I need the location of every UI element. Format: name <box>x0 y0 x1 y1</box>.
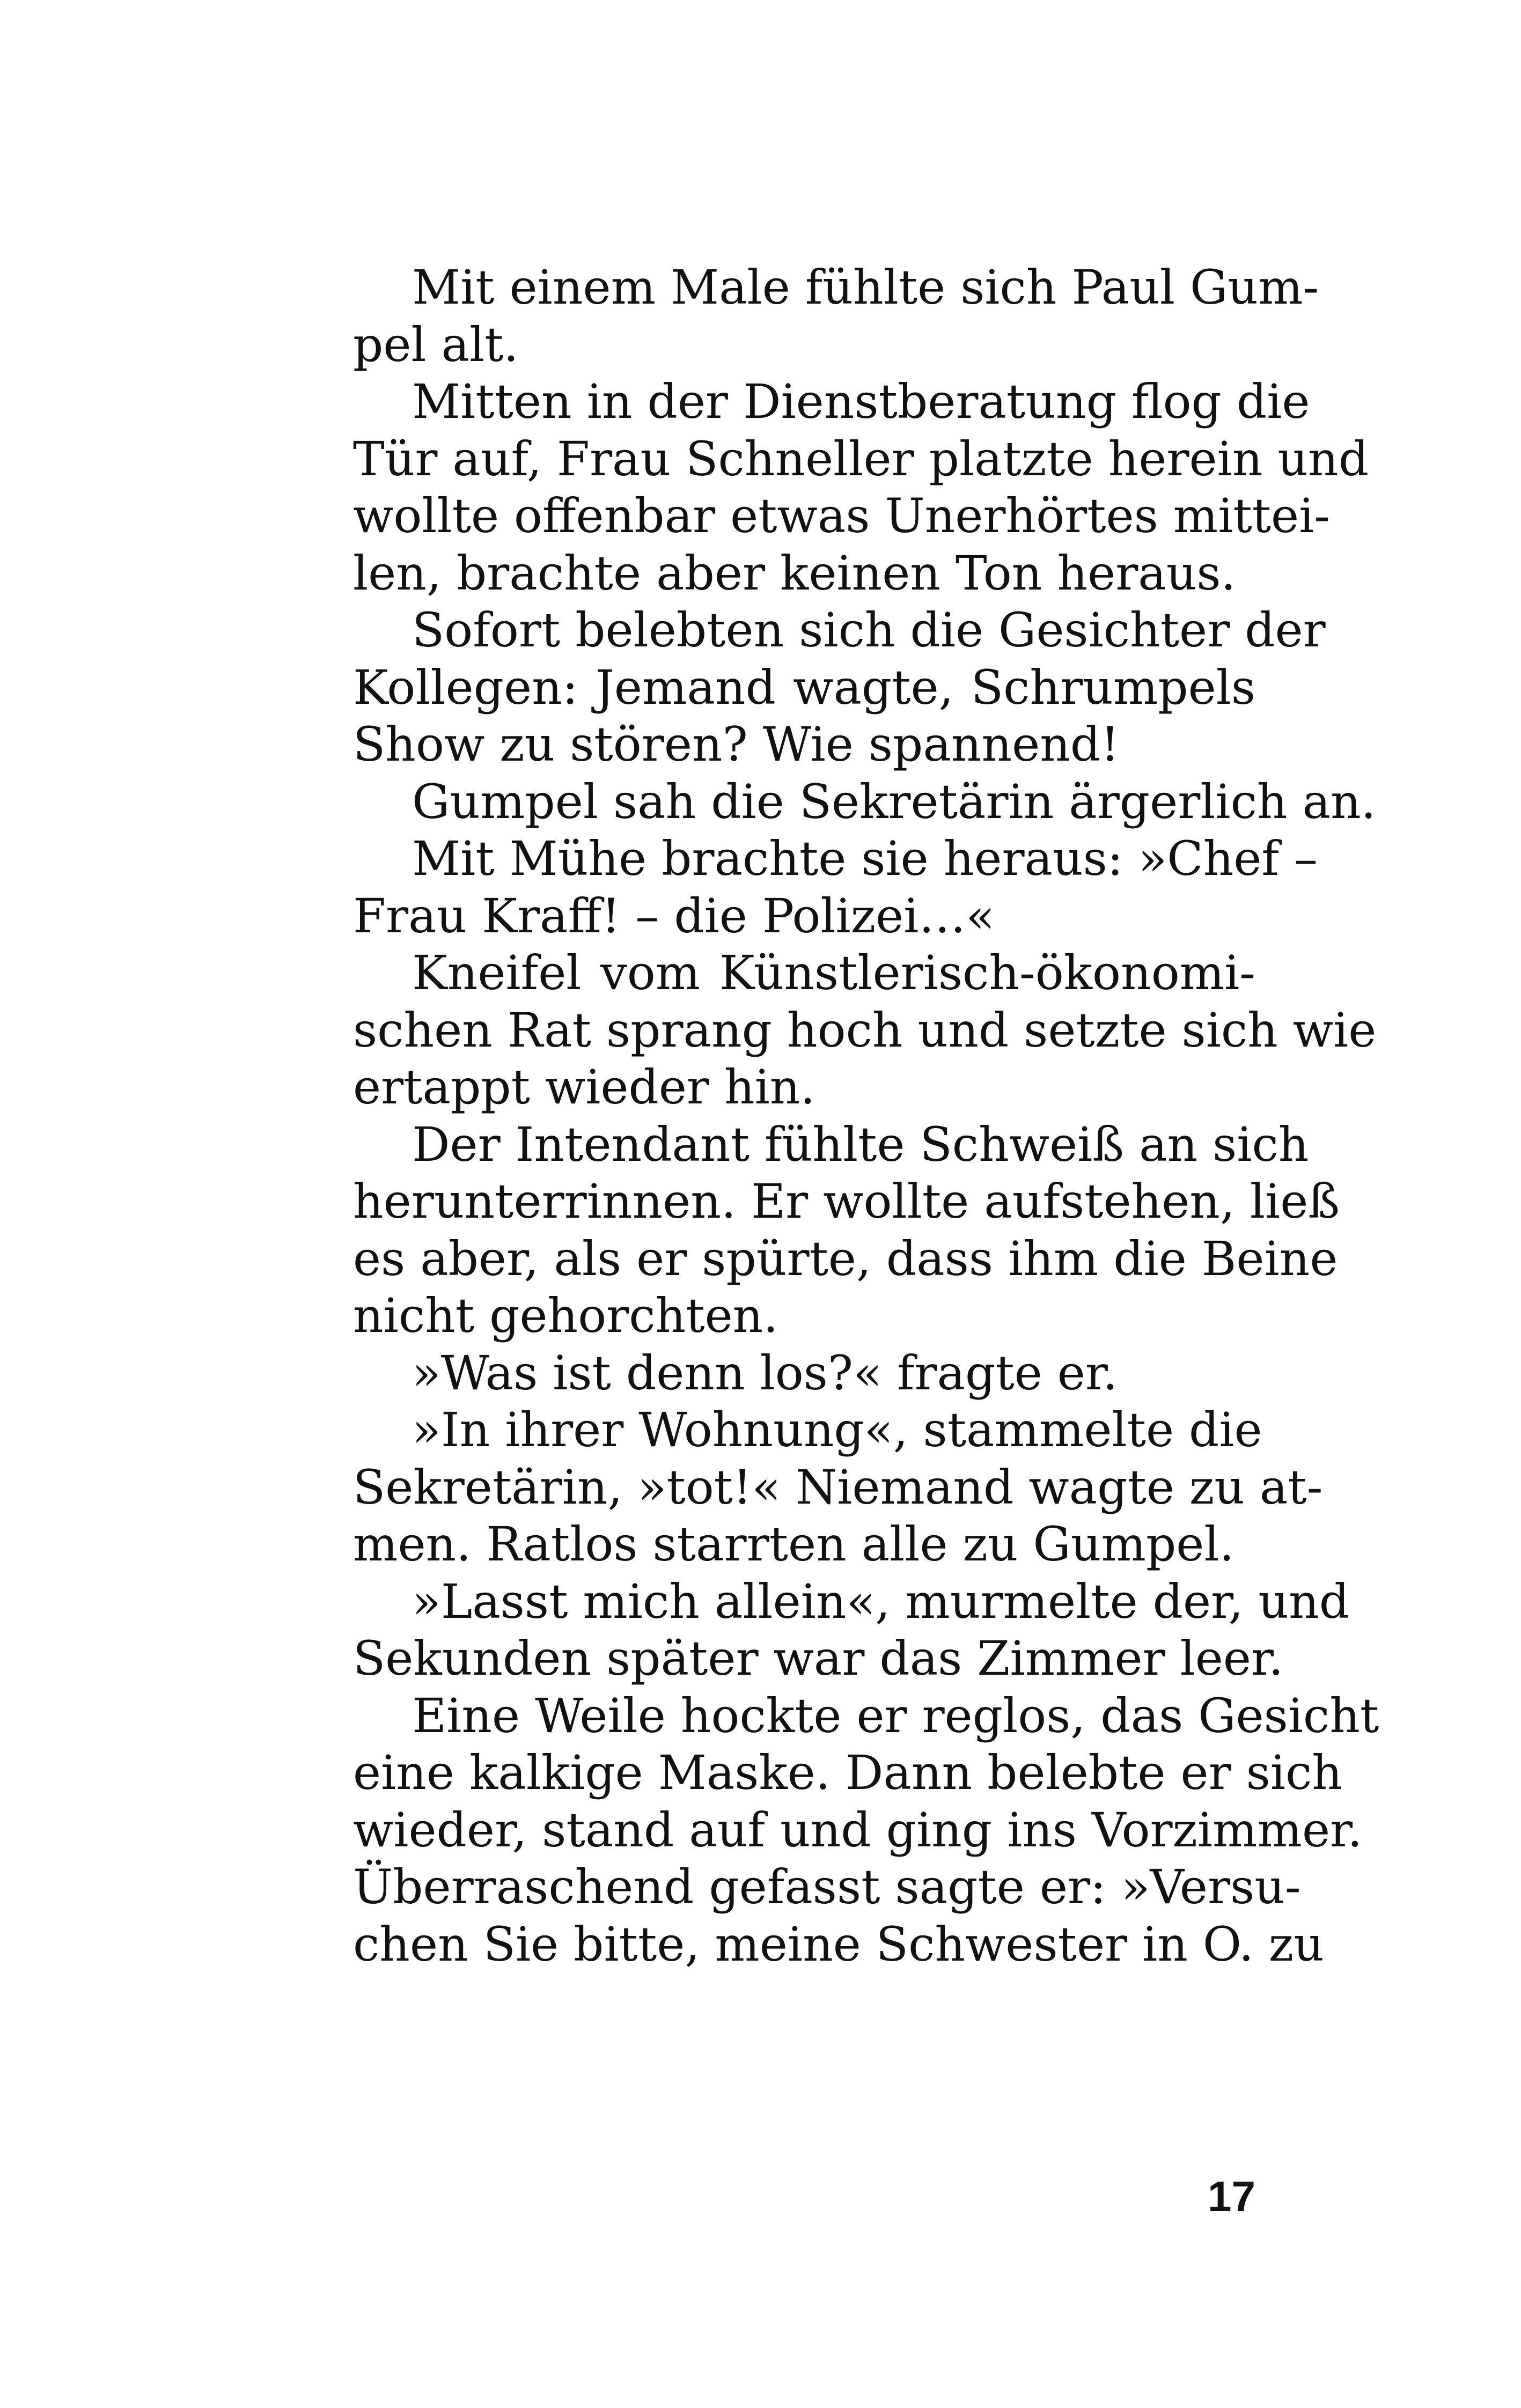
text-line: Überraschend gefasst sagte er: »Versu- <box>353 1859 1301 1914</box>
text-line: ertappt wieder hin. <box>353 1059 815 1115</box>
text-line: Sekretärin, »tot!« Niemand wagte zu at- <box>353 1459 1323 1515</box>
text-line: eine kalkige Maske. Dann belebte er sich <box>353 1745 1342 1800</box>
text-line: pel alt. <box>353 316 519 372</box>
text-line: Mitten in der Dienstberatung flog die <box>412 374 1310 429</box>
text-line: »Lasst mich allein«, murmelte der, und <box>412 1573 1350 1629</box>
page-number: 17 <box>1208 2173 1255 2220</box>
text-line: Frau Kraff! – die Polizei…« <box>353 888 995 944</box>
text-line: wieder, stand auf und ging ins Vorzimmer. <box>353 1802 1363 1858</box>
text-line: len, brachte aber keinen Ton heraus. <box>353 545 1236 601</box>
text-line: Kollegen: Jemand wagte, Schrumpels <box>353 659 1255 715</box>
text-line: Mit Mühe brachte sie heraus: »Chef – <box>412 831 1318 886</box>
text-line: Eine Weile hockte er reglos, das Gesicht <box>412 1688 1379 1743</box>
text-line: Kneifel vom Künstlerisch-ökonomi- <box>412 945 1255 1000</box>
text-line: Gumpel sah die Sekretärin ärgerlich an. <box>412 774 1376 829</box>
text-line: wollte offenbar etwas Unerhörtes mittei- <box>353 488 1331 543</box>
text-line: chen Sie bitte, meine Schwester in O. zu <box>353 1916 1324 1972</box>
text-line: »In ihrer Wohnung«, stammelte die <box>412 1402 1262 1457</box>
text-line: es aber, als er spürte, dass ihm die Beine <box>353 1231 1338 1286</box>
text-line: men. Ratlos starrten alle zu Gumpel. <box>353 1516 1235 1572</box>
text-line: Show zu stören? Wie spannend! <box>353 717 1120 772</box>
text-line: Der Intendant fühlte Schweiß an sich <box>412 1116 1309 1172</box>
text-line: Tür auf, Frau Schneller platzte herein und <box>353 431 1369 487</box>
text-line: Mit einem Male fühlte sich Paul Gum- <box>412 260 1319 315</box>
text-line: herunterrinnen. Er wollte aufstehen, ließ <box>353 1174 1340 1229</box>
text-line: nicht gehorchten. <box>353 1288 778 1343</box>
text-line: Sekunden später war das Zimmer leer. <box>353 1631 1284 1686</box>
text-line: schen Rat sprang hoch und setzte sich wie <box>353 1002 1377 1058</box>
body-text <box>353 259 1379 1973</box>
text-line: »Was ist denn los?« fragte er. <box>412 1345 1118 1401</box>
text-line: Sofort belebten sich die Gesichter der <box>412 602 1326 658</box>
